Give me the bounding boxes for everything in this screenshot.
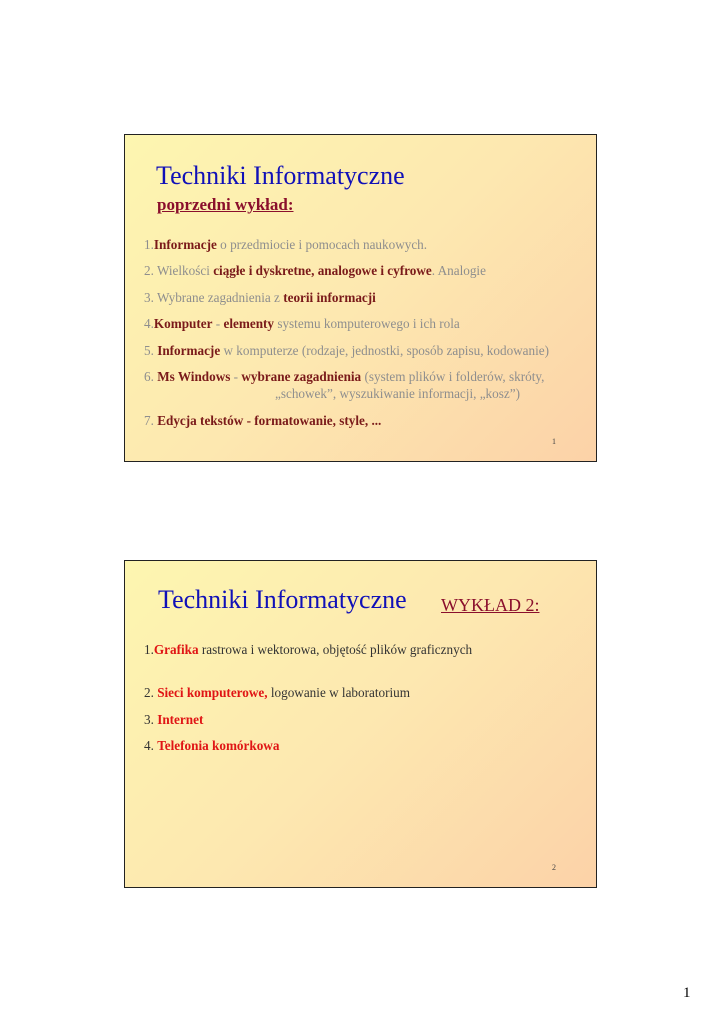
list-item: 2. Sieci komputerowe, logowanie w laboratorium [144,685,411,700]
list-item: 3. Internet [144,712,204,727]
slide-2 [124,560,597,888]
list-item: 6. Ms Windows - wybrane zagadnienia (system plików i folderów, skróty, [144,369,545,384]
slide-title: Techniki Informatyczne [156,161,405,190]
list-item: 7. Edycja tekstów - formatowanie, style, ... [144,413,382,428]
list-item: 4.Komputer - elementy systemu komputerowego i ich rola [144,316,460,331]
slide-subtitle: poprzedni wykład: [157,195,294,214]
slide-number: 1 [552,437,556,446]
list-item: 1.Grafika rastrowa i wektorowa, objętość plików graficznych [144,642,473,657]
list-item: 1.Informacje o przedmiocie i pomocach naukowych. [144,237,428,252]
slide-number: 2 [552,863,556,872]
slide-title: Techniki Informatyczne [158,585,407,614]
list-item: 2. Wielkości ciągłe i dyskretne, analogowe i cyfrowe. Analogie [144,263,486,278]
list-item-continuation: „schowek”, wyszukiwanie informacji, „kosz”) [275,386,520,401]
slide-1 [124,134,597,462]
lecture-label: WYKŁAD 2: [441,595,540,615]
page-number: 1 [683,985,691,1001]
list-item: 3. Wybrane zagadnienia z teorii informacji [144,290,376,305]
list-item: 5. Informacje w komputerze (rodzaje, jednostki, sposób zapisu, kodowanie) [144,343,550,358]
list-item: 4. Telefonia komórkowa [144,738,280,753]
